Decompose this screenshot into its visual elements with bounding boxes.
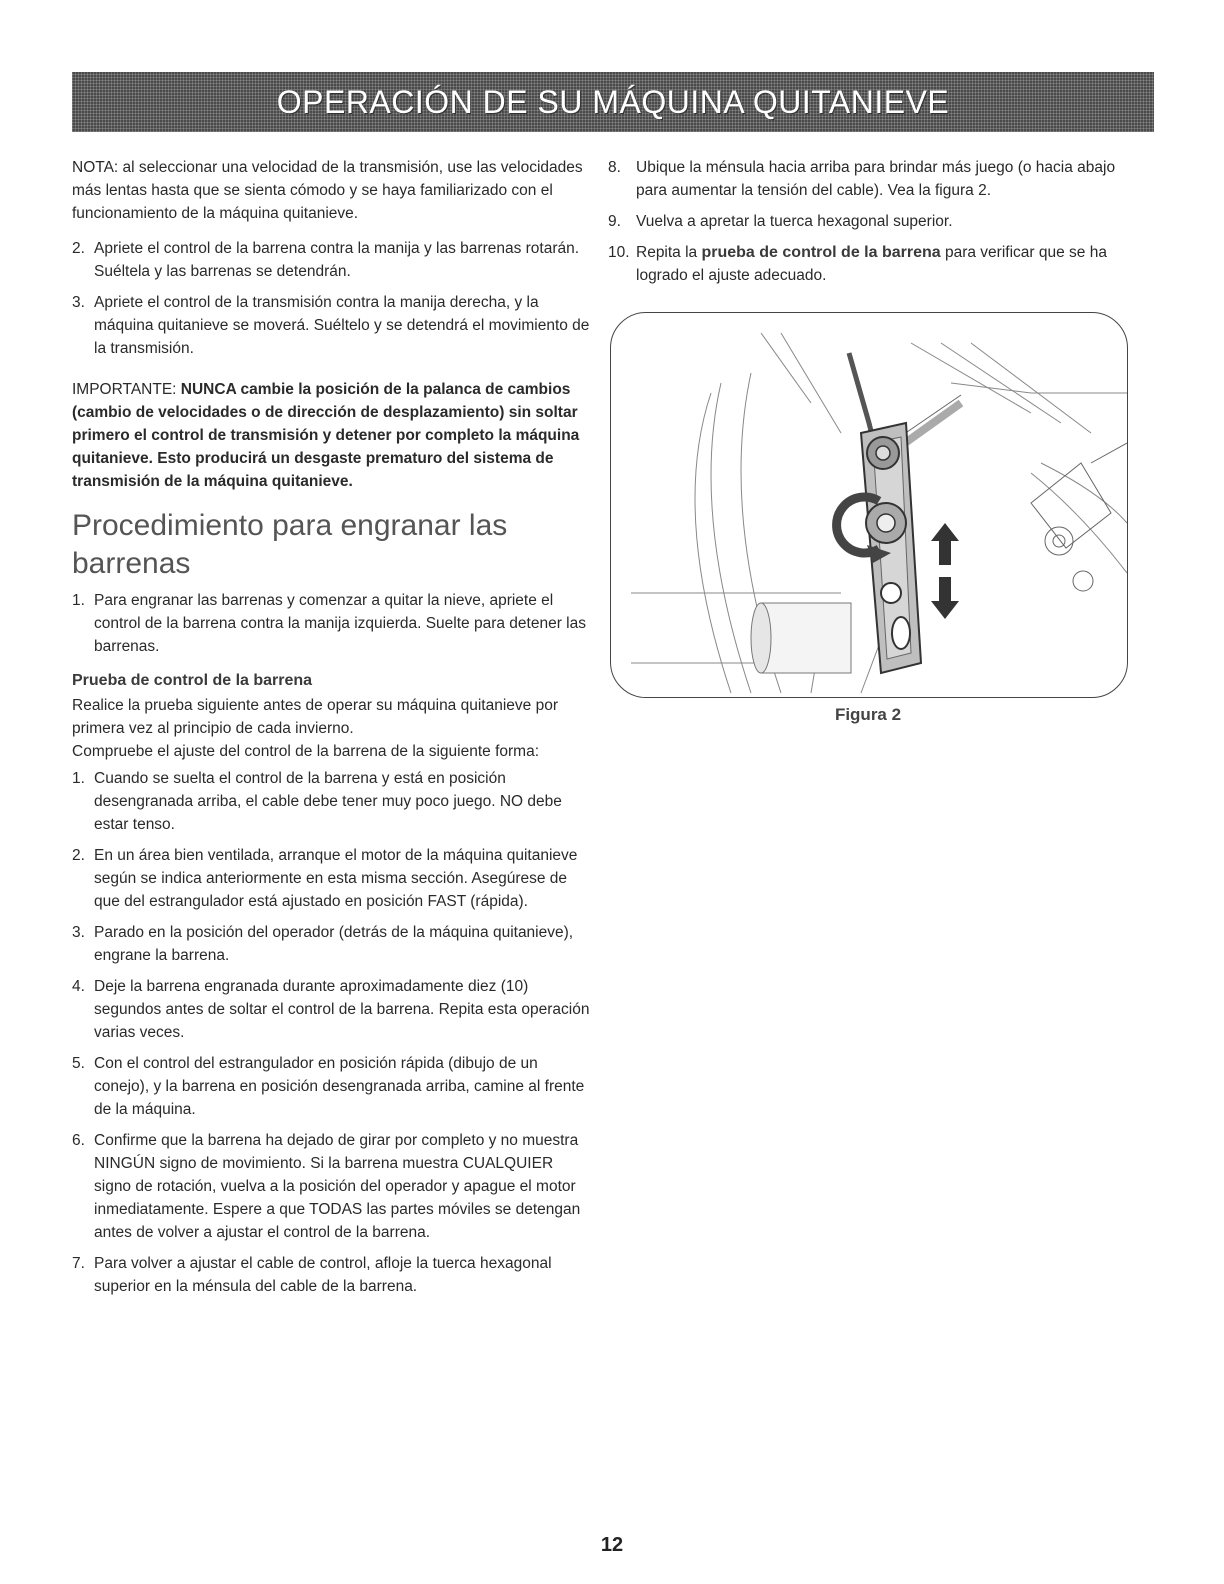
list-text: Confirme que la barrena ha dejado de girar por completo y no muestra NINGÚN signo de movimiento. Si la barrena muestra CUALQUIER signo de rotación, vuelva a la posición del operador y apague el motor inmediatamente. Espere a que TODAS las partes móviles se detengan antes de volver a ajustar el control de la barrena. <box>94 1132 581 1241</box>
list-item <box>72 1129 592 1244</box>
list-text: Cuando se suelta el control de la barrena y está en posición desengranada arriba, el cable debe tener muy poco juego. NO debe estar tenso. <box>94 770 562 833</box>
list-text: Deje la barrena engranada durante aproximadamente diez (10) segundos antes de soltar el control de la barrena. Repita esta operación varias veces. <box>94 978 590 1041</box>
list-item <box>72 237 592 283</box>
list-text: Para engranar las barrenas y comenzar a quitar la nieve, apriete el control de la barrena contra la manija izquierda. Suelte para detener las barrenas. <box>94 592 586 655</box>
intro-paragraph: Realice la prueba siguiente antes de operar su máquina quitanieve por primera vez al principio de cada invierno. <box>72 697 558 737</box>
step-bold-text: prueba de control de la barrena <box>701 244 941 261</box>
right-column <box>608 156 1128 295</box>
page-number: 12 <box>600 1534 624 1556</box>
step-text: Repita la <box>636 244 702 261</box>
list-number: 7. <box>72 1255 85 1272</box>
list-item <box>72 844 592 913</box>
list-text <box>636 241 1128 287</box>
figure-caption: Figura 2 <box>834 705 902 724</box>
list-number: 1. <box>72 770 85 787</box>
list-item <box>608 156 1128 202</box>
figure-illustration <box>610 312 1128 698</box>
step-text: para verificar que se ha logrado el ajuste adecuado. <box>636 244 1107 284</box>
list-item <box>608 210 1128 233</box>
list-item <box>72 1052 592 1121</box>
list-text: Con el control del estrangulador en posición rápida (dibujo de un conejo), y la barrena en posición desengranada arriba, camine al frente de la máquina. <box>94 1055 585 1118</box>
list-text: Apriete el control de la transmisión contra la manija derecha, y la máquina quitanieve se moverá. Suéltelo y se detendrá el movimiento de la transmisión. <box>94 294 590 357</box>
intro-paragraph: Compruebe el ajuste del control de la barrena de la siguiente forma: <box>72 743 539 760</box>
important-label: IMPORTANTE: <box>72 381 181 398</box>
list-text: Parado en la posición del operador (detrás de la máquina quitanieve), engrane la barrena. <box>94 924 574 964</box>
list-number: 6. <box>72 1132 85 1149</box>
left-column <box>72 156 592 1306</box>
section-banner <box>72 72 1154 132</box>
list-item <box>72 767 592 836</box>
list-number: 3. <box>72 924 85 941</box>
important-text: NUNCA cambie la posición de la palanca de cambios (cambio de velocidades o de dirección de desplazamiento) sin soltar primero el control de transmisión y detener por completo la máquina quitanieve. Esto producirá un desgaste prematuro del sistema de transmisión de la máquina quitanieve. <box>72 381 580 490</box>
list-item <box>72 921 592 967</box>
list-number: 3. <box>72 294 85 311</box>
list-number: 10. <box>608 244 630 261</box>
list-item <box>608 241 1128 287</box>
list-item <box>72 1252 592 1298</box>
list-text: Ubique la ménsula hacia arriba para brindar más juego (o hacia abajo para aumentar la tensión del cable). Vea la figura 2. <box>636 159 1116 199</box>
subsection-heading: Prueba de control de la barrena <box>72 672 313 689</box>
list-number: 2. <box>72 240 85 257</box>
bracket-illustration <box>611 313 1127 697</box>
list-text: Para volver a ajustar el cable de control, afloje la tuerca hexagonal superior en la ménsula del cable de la barrena. <box>94 1255 552 1295</box>
page-title: OPERACIÓN DE SU MÁQUINA QUITANIEVE <box>276 83 950 120</box>
list-item <box>72 291 592 360</box>
section-heading: Procedimiento para engranar las barrenas <box>72 509 508 580</box>
list-number: 1. <box>72 592 85 609</box>
list-item <box>72 975 592 1044</box>
list-text: En un área bien ventilada, arranque el motor de la máquina quitanieve según se indica anteriormente en esta misma sección. Asegúrese de que del estrangulador está ajustado en posición FAST (rápida). <box>94 847 578 910</box>
list-number: 2. <box>72 847 85 864</box>
list-number: 5. <box>72 1055 85 1072</box>
list-number: 9. <box>608 213 621 230</box>
list-item <box>72 589 592 658</box>
note-paragraph: NOTA: al seleccionar una velocidad de la transmisión, use las velocidades más lentas hasta que se sienta cómodo y se haya familiarizado con el funcionamiento de la máquina quitanieve. <box>72 159 583 222</box>
adjust-arrows <box>931 523 959 619</box>
list-number: 4. <box>72 978 85 995</box>
list-text: Apriete el control de la barrena contra la manija y las barrenas rotarán. Suéltela y las barrenas se detendrán. <box>94 240 580 280</box>
important-warning <box>72 378 592 493</box>
list-number: 8. <box>608 159 621 176</box>
list-text: Vuelva a apretar la tuerca hexagonal superior. <box>636 213 953 230</box>
